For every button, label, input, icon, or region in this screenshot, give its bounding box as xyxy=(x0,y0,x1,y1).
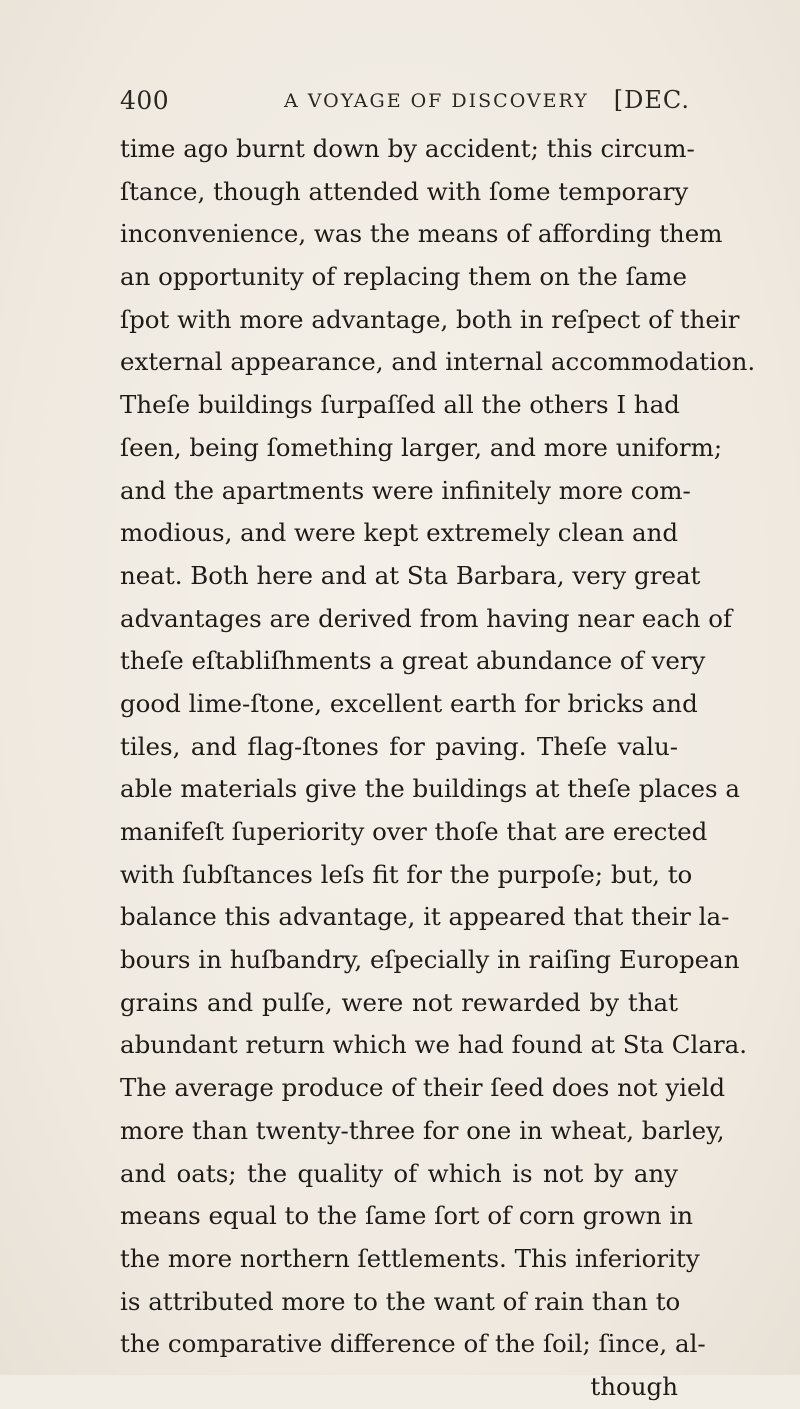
text-line: The average produce of their ſeed does not yield xyxy=(120,1073,726,1103)
text-line: ſpot with more advantage, both in reſpect of their xyxy=(120,304,740,334)
text-line: tiles, and flag-ſtones for paving. Theſe valu- xyxy=(120,731,678,761)
text-line: inconvenience, was the means of affording them xyxy=(120,219,723,249)
text-line: theſe eſtabliſhments a great abundance of very xyxy=(120,646,706,676)
text-line: an opportunity of replacing them on the ſame xyxy=(120,262,687,292)
text-line: manifeſt ſuperiority over thoſe that are erected xyxy=(120,817,708,846)
text-line: time ago burnt down by accident; this circum- xyxy=(120,134,695,163)
text-line: with ſubſtances leſs fit for the purpoſe; but, to xyxy=(120,859,693,889)
page-number: 400 xyxy=(120,86,170,115)
text-line: modious, and were kept extremely clean and xyxy=(120,518,679,548)
text-line: and oats; the quality of which is not by any xyxy=(120,1158,678,1188)
text-line: ſtance, though attended with ſome temporary xyxy=(120,176,689,206)
text-line: able materials give the buildings at theſe places a xyxy=(120,774,741,804)
text-line: advantages are derived from having near each of xyxy=(120,603,733,633)
text-line: Theſe buildings ſurpaſſed all the others I had xyxy=(120,390,680,420)
body-text xyxy=(120,128,756,1409)
running-title: A VOYAGE OF DISCOVERY xyxy=(284,90,589,112)
text-line: grains and pulſe, were not rewarded by that xyxy=(120,987,678,1017)
text-line: more than twenty-three for one in wheat, barley, xyxy=(120,1115,725,1145)
header-date-mark: [DEC. xyxy=(613,86,690,114)
text-line: ſeen, being ſomething larger, and more uniform; xyxy=(120,432,723,462)
text-line: means equal to the ſame ſort of corn grown in xyxy=(120,1201,693,1231)
text-line: good lime-ſtone, excellent earth for bricks and xyxy=(120,688,698,718)
text-line: is attributed more to the want of rain than to xyxy=(120,1286,681,1316)
text-line: balance this advantage, it appeared that their la- xyxy=(120,902,730,932)
text-line: neat. Both here and at Sta Barbara, very great xyxy=(120,560,701,590)
catchword: though xyxy=(590,1371,678,1401)
text-line: bours in huſbandry, eſpecially in raiſing European xyxy=(120,945,740,975)
page-header xyxy=(120,84,690,120)
text-line: abundant return which we had found at Sta Clara. xyxy=(120,1030,748,1060)
text-line: the comparative difference of the ſoil; ſince, al- xyxy=(120,1329,706,1359)
text-line: and the apartments were infinitely more com- xyxy=(120,475,691,505)
text-line: external appearance, and internal accommodation. xyxy=(120,347,756,377)
text-line: the more northern ſettlements. This inferiority xyxy=(120,1243,700,1273)
